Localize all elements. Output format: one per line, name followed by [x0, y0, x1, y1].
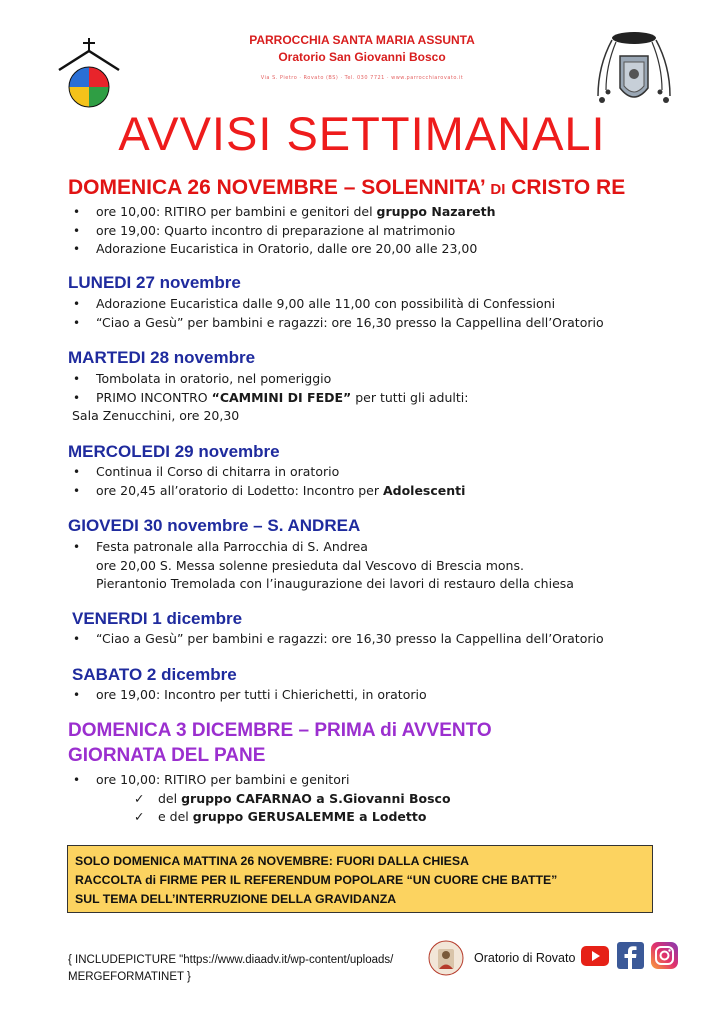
list-item-continuation: Sala Zenucchini, ore 20,30	[72, 408, 240, 423]
notice-line: SUL TEMA DELL’INTERRUZIONE DELLA GRAVIDANZA	[75, 892, 397, 906]
parish-name: PARROCCHIA SANTA MARIA ASSUNTA	[249, 33, 475, 47]
list-item: • Adorazione Eucaristica in Oratorio, dalle ore 20,00 alle 23,00	[72, 240, 496, 259]
list-item: • “Ciao a Gesù” per bambini e ragazzi: ore 16,30 presso la Cappellina dell’Oratorio	[72, 630, 604, 649]
events-list-thursday	[72, 538, 574, 594]
events-list-wednesday	[72, 463, 465, 500]
day-heading-text: DOMENICA 26 NOVEMBRE – SOLENNITA’	[68, 176, 485, 199]
day-heading-thursday: GIOVEDI 30 novembre – S. ANDREA	[68, 516, 361, 535]
list-item: • ore 10,00: RITIRO per bambini e genitori	[72, 771, 349, 790]
list-item-continuation: ore 20,00 S. Messa solenne presieduta dal Vescovo di Brescia mons.	[96, 557, 524, 573]
notice-line: RACCOLTA di FIRME PER IL REFERENDUM POPOLARE “UN CUORE CHE BATTE”	[75, 873, 558, 887]
oratorio-name: Oratorio San Giovanni Bosco	[278, 50, 446, 64]
address-line: Via S. Pietro · Rovato (BS) · Tel. 030 7721 · www.parrocchiarovato.it	[260, 75, 464, 81]
include-picture-field: { INCLUDEPICTURE "https://www.diaadv.it/wp-content/uploads/ MERGEFORMATINET }	[68, 954, 394, 983]
day-heading-small: DI	[490, 181, 506, 198]
check-icon: ✓	[134, 809, 145, 824]
day-heading-saturday: SABATO 2 dicembre	[72, 665, 237, 684]
day-heading-sunday-3: DOMENICA 3 DICEMBRE – PRIMA di AVVENTO	[68, 720, 492, 741]
list-item: • Adorazione Eucaristica dalle 9,00 alle 11,00 con possibilità di Confessioni	[72, 295, 604, 314]
list-item: • ore 19,00: Quarto incontro di preparazione al matrimonio	[72, 222, 496, 241]
day-heading-tail: CRISTO RE	[511, 176, 626, 199]
list-item: • PRIMO INCONTRO “CAMMINI DI FEDE” per tutti gli adulti:	[72, 389, 468, 408]
events-list-sunday-26	[72, 203, 496, 259]
page-title: AVVISI SETTIMANALI	[118, 107, 606, 160]
day-heading-monday: LUNEDI 27 novembre	[68, 273, 241, 292]
oratorio-logo	[428, 940, 464, 976]
events-list-sunday-3	[72, 771, 349, 790]
list-item: • Tombolata in oratorio, nel pomeriggio	[72, 370, 468, 389]
instagram-icon[interactable]	[651, 942, 678, 969]
referendum-notice	[67, 845, 653, 913]
list-item: • ore 10,00: RITIRO per bambini e genitori del gruppo Nazareth	[72, 203, 496, 222]
facebook-icon[interactable]	[617, 942, 644, 969]
check-item: ✓ e del gruppo GERUSALEMME a Lodetto	[134, 809, 427, 824]
day-subheading-bread-day: GIORNATA DEL PANE	[68, 745, 266, 766]
check-item: ✓ del gruppo CAFARNAO a S.Giovanni Bosco	[134, 791, 451, 806]
list-item-continuation: Pierantonio Tremolada con l’inaugurazione dei lavori di restauro della chiesa	[96, 576, 574, 591]
list-item: • ore 20,45 all’oratorio di Lodetto: Incontro per Adolescenti	[72, 482, 465, 501]
day-heading-wednesday: MERCOLEDI 29 novembre	[68, 442, 280, 461]
events-list-friday	[72, 630, 604, 649]
notice-line: SOLO DOMENICA MATTINA 26 NOVEMBRE: FUORI DALLA CHIESA	[75, 854, 469, 868]
youtube-icon[interactable]	[581, 946, 609, 966]
day-heading-friday: VENERDI 1 dicembre	[72, 609, 243, 628]
list-item: • Festa patronale alla Parrocchia di S. Andrea	[72, 538, 574, 557]
events-list-tuesday	[72, 370, 468, 426]
list-item: • “Ciao a Gesù” per bambini e ragazzi: ore 16,30 presso la Cappellina dell’Oratorio	[72, 314, 604, 333]
list-item: • Continua il Corso di chitarra in oratorio	[72, 463, 465, 482]
day-heading-tuesday: MARTEDI 28 novembre	[68, 348, 256, 367]
events-list-monday	[72, 295, 604, 332]
oratorio-rovato-label: Oratorio di Rovato	[474, 951, 576, 965]
list-item: • ore 19,00: Incontro per tutti i Chierichetti, in oratorio	[72, 686, 427, 705]
events-list-saturday	[72, 686, 427, 705]
day-heading-sunday-26	[68, 176, 625, 200]
check-icon: ✓	[134, 791, 145, 806]
